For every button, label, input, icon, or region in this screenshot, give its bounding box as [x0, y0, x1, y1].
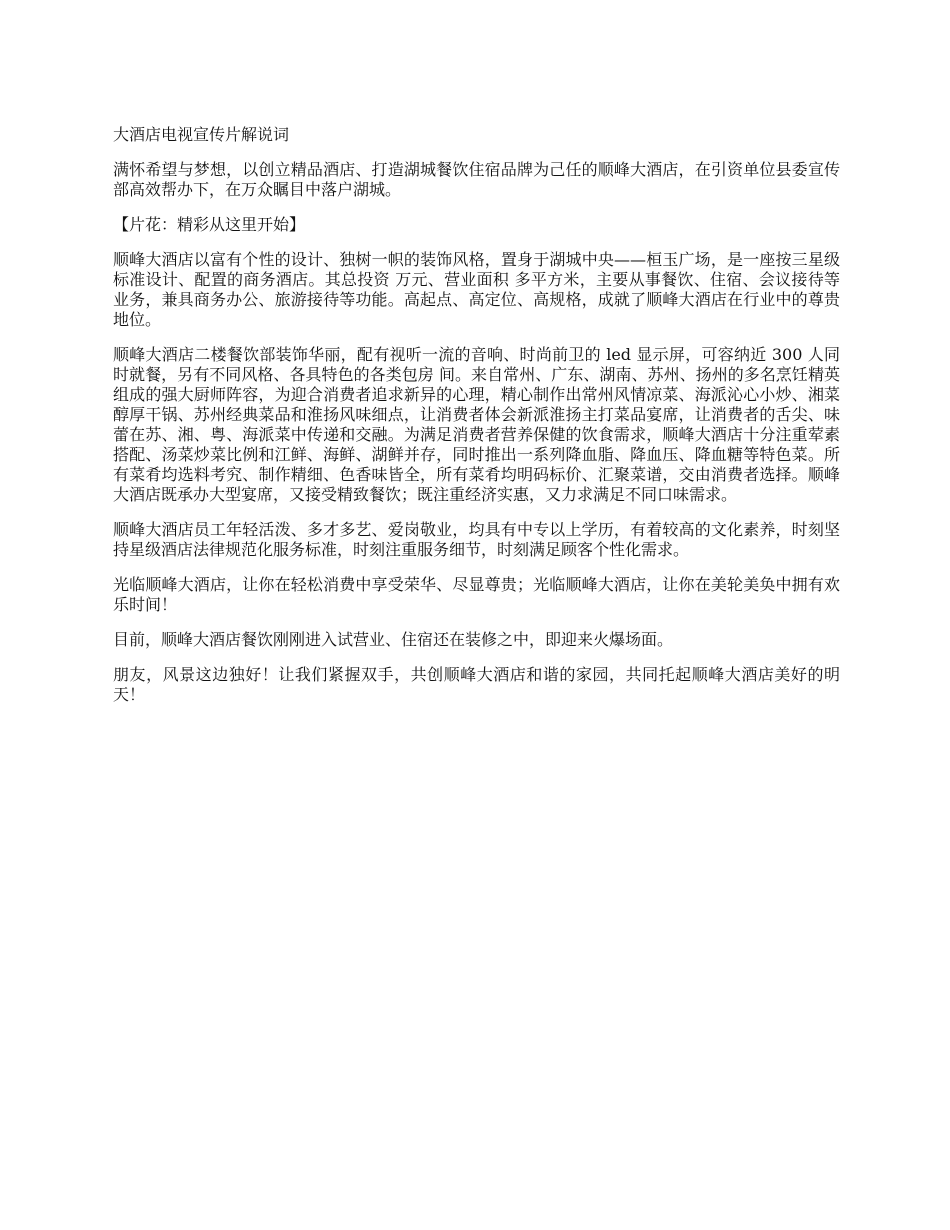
- document-page: [113, 125, 840, 720]
- paragraph-hotel-overview: 顺峰大酒店以富有个性的设计、独树一帜的装饰风格，置身于湖城中央——桓玉广场，是一座按三星级标准设计、配置的商务酒店。其总投资 万元、营业面积 多平方米，主要从事餐饮、住宿、会议接待等业务，兼具商务办公、旅游接待等功能。高起点、高定位、高规格，成就了顺峰大酒店在行业中的尊贵地位。: [113, 250, 840, 329]
- paragraph-intro: 满怀希望与梦想，以创立精品酒店、打造湖城餐饮住宿品牌为己任的顺峰大酒店，在引资单位县委宣传部高效帮办下，在万众瞩目中落户湖城。: [113, 160, 840, 199]
- paragraph-segment-marker: 【片花：精彩从这里开始】: [113, 215, 306, 234]
- document-title: 大酒店电视宣传片解说词: [113, 125, 290, 144]
- paragraph-staff: 顺峰大酒店员工年轻活泼、多才多艺、爱岗敬业，均具有中专以上学历，有着较高的文化素养，时刻坚持星级酒店法律规范化服务标准，时刻注重服务细节，时刻满足顾客个性化需求。: [113, 520, 840, 559]
- paragraph-invitation: 光临顺峰大酒店，让你在轻松消费中享受荣华、尽显尊贵；光临顺峰大酒店，让你在美轮美奂中拥有欢乐时间！: [113, 575, 840, 614]
- paragraph-dining: 顺峰大酒店二楼餐饮部装饰华丽，配有视听一流的音响、时尚前卫的 led 显示屏，可容纳近 300 人同时就餐，另有不同风格、各具特色的各类包房 间。来自常州、广东、湖南、苏州、扬州的多名烹饪精英组成的强大厨师阵容，为迎合消费者追求新异的心理，精心制作出常州风情凉菜、海派沁心小炒、湘菜醇厚干锅、苏州经典菜品和淮扬风味细点，让消费者体会新派淮扬主打菜品宴席，让消费者的舌尖、味蕾在苏、湘、粤、海派菜中传递和交融。为满足消费者营养保健的饮食需求，顺峰大酒店十分注重荤素搭配、汤菜炒菜比例和江鲜、海鲜、湖鲜并存，同时推出一系列降血脂、降血压、降血糖等特色菜。所有菜肴均选料考究、制作精细、色香味皆全，所有菜肴均明码标价、汇聚菜谱，交由消费者选择。顺峰大酒店既承办大型宴席，又接受精致餐饮；既注重经济实惠，又力求满足不同口味需求。: [113, 345, 840, 504]
- paragraph-status: 目前，顺峰大酒店餐饮刚刚进入试营业、住宿还在装修之中，即迎来火爆场面。: [113, 630, 674, 649]
- paragraph-closing: 朋友，风景这边独好！让我们紧握双手，共创顺峰大酒店和谐的家园，共同托起顺峰大酒店美好的明天！: [113, 665, 840, 704]
